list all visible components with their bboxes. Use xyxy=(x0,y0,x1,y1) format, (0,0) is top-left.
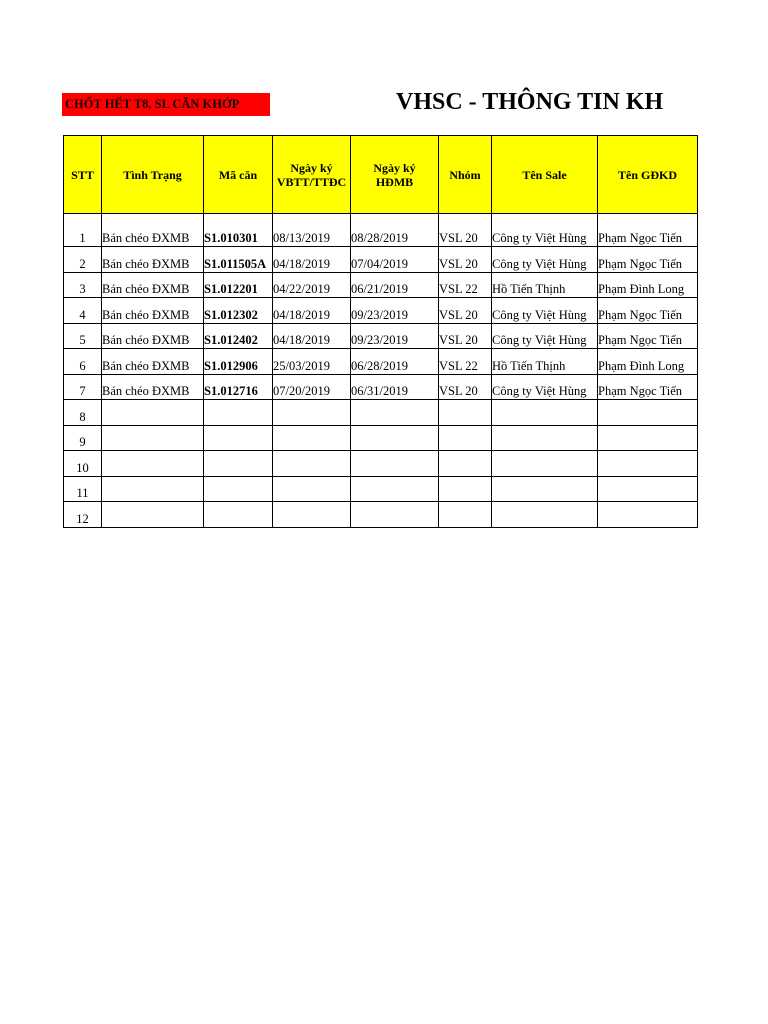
table-row xyxy=(64,272,698,298)
header-row xyxy=(64,136,698,214)
cell-sale: Công ty Việt Hùng xyxy=(492,214,598,247)
cell-status xyxy=(102,425,204,451)
cell-stt: 4 xyxy=(64,298,102,324)
cell-sale xyxy=(492,476,598,502)
table-row xyxy=(64,451,698,477)
cell-status xyxy=(102,400,204,426)
cell-hdmb-date xyxy=(351,476,439,502)
table-row xyxy=(64,214,698,247)
cell-sale: Hồ Tiến Thịnh xyxy=(492,272,598,298)
cell-group: VSL 22 xyxy=(439,272,492,298)
column-header-status: Tình Trạng xyxy=(102,136,204,214)
cell-vbtt-date: 04/22/2019 xyxy=(273,272,351,298)
cell-group xyxy=(439,502,492,528)
cell-sale: Công ty Việt Hùng xyxy=(492,374,598,400)
cell-group xyxy=(439,400,492,426)
cell-unit-code: S1.010301 xyxy=(204,214,273,247)
cell-unit-code xyxy=(204,400,273,426)
column-header-hdmb-date: Ngày ký HĐMB xyxy=(351,136,439,214)
cell-status: Bán chéo ĐXMB xyxy=(102,272,204,298)
cell-status: Bán chéo ĐXMB xyxy=(102,247,204,273)
cell-stt: 2 xyxy=(64,247,102,273)
cell-gdkd: Phạm Ngọc Tiến xyxy=(598,374,698,400)
cell-sale: Hồ Tiến Thịnh xyxy=(492,349,598,375)
cell-gdkd: Phạm Đình Long xyxy=(598,349,698,375)
cell-hdmb-date xyxy=(351,425,439,451)
cell-stt: 3 xyxy=(64,272,102,298)
cell-vbtt-date xyxy=(273,476,351,502)
cell-vbtt-date xyxy=(273,451,351,477)
cell-gdkd xyxy=(598,502,698,528)
column-header-unit-code: Mã căn xyxy=(204,136,273,214)
column-header-stt: STT xyxy=(64,136,102,214)
cell-vbtt-date: 08/13/2019 xyxy=(273,214,351,247)
cell-hdmb-date: 09/23/2019 xyxy=(351,323,439,349)
cell-group: VSL 20 xyxy=(439,247,492,273)
table-row xyxy=(64,349,698,375)
cell-unit-code xyxy=(204,502,273,528)
cell-sale: Công ty Việt Hùng xyxy=(492,323,598,349)
cell-vbtt-date: 07/20/2019 xyxy=(273,374,351,400)
cell-hdmb-date: 06/31/2019 xyxy=(351,374,439,400)
cell-unit-code: S1.011505A xyxy=(204,247,273,273)
column-header-gdkd: Tên GĐKD xyxy=(598,136,698,214)
cell-status: Bán chéo ĐXMB xyxy=(102,349,204,375)
cell-sale xyxy=(492,425,598,451)
cell-vbtt-date xyxy=(273,425,351,451)
cell-gdkd: Phạm Ngọc Tiến xyxy=(598,214,698,247)
cell-status xyxy=(102,502,204,528)
cell-stt: 7 xyxy=(64,374,102,400)
cell-vbtt-date: 04/18/2019 xyxy=(273,247,351,273)
cell-sale xyxy=(492,400,598,426)
cell-hdmb-date: 08/28/2019 xyxy=(351,214,439,247)
cell-unit-code xyxy=(204,476,273,502)
table-row xyxy=(64,374,698,400)
cell-sale: Công ty Việt Hùng xyxy=(492,298,598,324)
cell-unit-code: S1.012201 xyxy=(204,272,273,298)
column-header-sale: Tên Sale xyxy=(492,136,598,214)
status-badge: CHỐT HẾT T8, SL CĂN KHỚP xyxy=(62,93,270,116)
cell-unit-code: S1.012906 xyxy=(204,349,273,375)
cell-group: VSL 22 xyxy=(439,349,492,375)
cell-group xyxy=(439,425,492,451)
table-row xyxy=(64,400,698,426)
cell-vbtt-date xyxy=(273,400,351,426)
cell-sale xyxy=(492,451,598,477)
cell-group: VSL 20 xyxy=(439,323,492,349)
cell-vbtt-date: 25/03/2019 xyxy=(273,349,351,375)
cell-unit-code xyxy=(204,425,273,451)
cell-vbtt-date: 04/18/2019 xyxy=(273,298,351,324)
table-row xyxy=(64,425,698,451)
cell-unit-code: S1.012302 xyxy=(204,298,273,324)
cell-group xyxy=(439,451,492,477)
cell-hdmb-date xyxy=(351,451,439,477)
cell-unit-code xyxy=(204,451,273,477)
cell-gdkd xyxy=(598,451,698,477)
cell-hdmb-date: 06/28/2019 xyxy=(351,349,439,375)
cell-gdkd: Phạm Đình Long xyxy=(598,272,698,298)
cell-stt: 11 xyxy=(64,476,102,502)
cell-status: Bán chéo ĐXMB xyxy=(102,374,204,400)
cell-gdkd: Phạm Ngọc Tiến xyxy=(598,247,698,273)
cell-sale xyxy=(492,502,598,528)
cell-gdkd xyxy=(598,400,698,426)
cell-stt: 6 xyxy=(64,349,102,375)
cell-hdmb-date xyxy=(351,400,439,426)
cell-group: VSL 20 xyxy=(439,374,492,400)
cell-hdmb-date: 09/23/2019 xyxy=(351,298,439,324)
table-row xyxy=(64,476,698,502)
page-title: VHSC - THÔNG TIN KH xyxy=(396,89,664,115)
cell-status xyxy=(102,451,204,477)
cell-stt: 12 xyxy=(64,502,102,528)
cell-unit-code: S1.012402 xyxy=(204,323,273,349)
cell-gdkd: Phạm Ngọc Tiến xyxy=(598,298,698,324)
cell-group: VSL 20 xyxy=(439,298,492,324)
cell-stt: 9 xyxy=(64,425,102,451)
cell-unit-code: S1.012716 xyxy=(204,374,273,400)
cell-stt: 5 xyxy=(64,323,102,349)
cell-hdmb-date: 07/04/2019 xyxy=(351,247,439,273)
table-row xyxy=(64,298,698,324)
cell-stt: 8 xyxy=(64,400,102,426)
cell-status: Bán chéo ĐXMB xyxy=(102,214,204,247)
cell-gdkd: Phạm Ngọc Tiến xyxy=(598,323,698,349)
column-header-group: Nhóm xyxy=(439,136,492,214)
customer-info-table xyxy=(63,135,698,528)
cell-gdkd xyxy=(598,425,698,451)
cell-vbtt-date: 04/18/2019 xyxy=(273,323,351,349)
table-row xyxy=(64,502,698,528)
table-row xyxy=(64,247,698,273)
cell-sale: Công ty Việt Hùng xyxy=(492,247,598,273)
column-header-vbtt-date: Ngày ký VBTT/TTĐC xyxy=(273,136,351,214)
cell-status xyxy=(102,476,204,502)
cell-vbtt-date xyxy=(273,502,351,528)
cell-hdmb-date xyxy=(351,502,439,528)
cell-stt: 10 xyxy=(64,451,102,477)
cell-gdkd xyxy=(598,476,698,502)
cell-status: Bán chéo ĐXMB xyxy=(102,298,204,324)
cell-group xyxy=(439,476,492,502)
cell-group: VSL 20 xyxy=(439,214,492,247)
cell-hdmb-date: 06/21/2019 xyxy=(351,272,439,298)
cell-status: Bán chéo ĐXMB xyxy=(102,323,204,349)
table-row xyxy=(64,323,698,349)
cell-stt: 1 xyxy=(64,214,102,247)
